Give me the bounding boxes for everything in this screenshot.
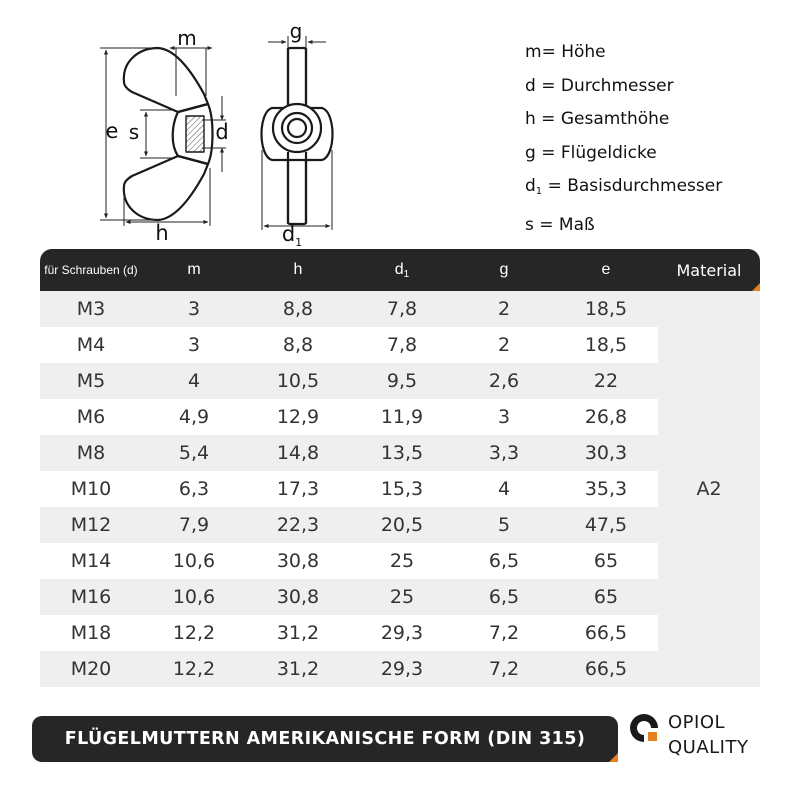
legend-text: = Flügeldicke [535, 142, 657, 163]
dimension-legend [525, 36, 722, 242]
cell-size: M16 [40, 579, 142, 615]
cell-m: 7,9 [142, 507, 246, 543]
dim-label-h: h [155, 221, 169, 245]
banner-title: FLÜGELMUTTERN AMERIKANISCHE FORM (DIN 315) [64, 729, 586, 749]
cell-d1: 29,3 [350, 651, 454, 687]
cell-m: 12,2 [142, 651, 246, 687]
cell-e: 18,5 [554, 291, 658, 327]
side-view-dimensions [100, 48, 229, 226]
header-size: für Schrauben (d) [44, 263, 138, 277]
dim-label-d1-sub: 1 [295, 236, 303, 249]
cell-size: M8 [40, 435, 142, 471]
cell-g: 6,5 [454, 543, 554, 579]
cell-size: M6 [40, 399, 142, 435]
cell-size: M18 [40, 615, 142, 651]
dim-label-s: s [128, 120, 140, 144]
cell-e: 65 [554, 579, 658, 615]
cell-g: 6,5 [454, 579, 554, 615]
cell-h: 14,8 [246, 435, 350, 471]
legend-item [525, 170, 722, 209]
cell-m: 12,2 [142, 615, 246, 651]
title-banner [32, 716, 618, 762]
cell-h: 31,2 [246, 651, 350, 687]
cell-d1: 11,9 [350, 399, 454, 435]
cell-g: 2 [454, 291, 554, 327]
table-row [40, 651, 760, 687]
dim-label-m: m [177, 26, 197, 50]
header-material: Material [658, 249, 760, 291]
cell-h: 31,2 [246, 615, 350, 651]
header-d1 [350, 249, 454, 291]
cell-size: M12 [40, 507, 142, 543]
cell-e: 65 [554, 543, 658, 579]
opiol-logo [626, 706, 776, 770]
cell-m: 4,9 [142, 399, 246, 435]
cell-m: 6,3 [142, 471, 246, 507]
table-row [40, 543, 760, 579]
legend-text: = Maß [533, 214, 595, 235]
legend-key: s [525, 214, 534, 235]
cell-m: 10,6 [142, 543, 246, 579]
table-row [40, 435, 760, 471]
banner-accent-corner [609, 753, 618, 762]
cell-e: 66,5 [554, 615, 658, 651]
legend-text: = Höhe [541, 42, 606, 62]
legend-text: = Basisdurchmesser [542, 176, 723, 196]
header-e: e [601, 261, 611, 278]
cell-h: 12,9 [246, 399, 350, 435]
table-row [40, 399, 760, 435]
table-row [40, 579, 760, 615]
table-row [40, 363, 760, 399]
legend-key: m [525, 42, 542, 62]
cell-h: 30,8 [246, 543, 350, 579]
table-row [40, 507, 760, 543]
table-header-row [40, 249, 760, 291]
table-row [40, 615, 760, 651]
header-d1-sub: 1 [403, 268, 410, 280]
cell-g: 2 [454, 327, 554, 363]
cell-e: 22 [554, 363, 658, 399]
cell-m: 10,6 [142, 579, 246, 615]
cell-h: 8,8 [246, 291, 350, 327]
table-row [40, 471, 760, 507]
cell-d1: 20,5 [350, 507, 454, 543]
cell-g: 4 [454, 471, 554, 507]
dim-label-d1-main: d [281, 222, 296, 246]
dim-label-e: e [105, 119, 119, 143]
cell-h: 22,3 [246, 507, 350, 543]
cell-g: 2,6 [454, 363, 554, 399]
cell-h: 17,3 [246, 471, 350, 507]
logo-wordmark [668, 710, 748, 760]
table-row [40, 327, 760, 363]
legend-item [525, 36, 722, 70]
cell-m: 5,4 [142, 435, 246, 471]
dimension-table-wrapper [40, 249, 760, 687]
cell-e: 30,3 [554, 435, 658, 471]
cell-e: 66,5 [554, 651, 658, 687]
table-body [40, 291, 760, 687]
cell-d1: 7,8 [350, 291, 454, 327]
cell-e: 35,3 [554, 471, 658, 507]
header-m: m [187, 261, 201, 278]
cell-m: 3 [142, 327, 246, 363]
cell-m: 4 [142, 363, 246, 399]
legend-key: d [525, 176, 536, 196]
cell-h: 30,8 [246, 579, 350, 615]
cell-g: 5 [454, 507, 554, 543]
cell-d1: 25 [350, 543, 454, 579]
cell-e: 26,8 [554, 399, 658, 435]
cell-h: 10,5 [246, 363, 350, 399]
cell-g: 3,3 [454, 435, 554, 471]
cell-g: 7,2 [454, 651, 554, 687]
cell-d1: 13,5 [350, 435, 454, 471]
legend-key: d [525, 75, 536, 96]
cell-d1: 29,3 [350, 615, 454, 651]
opiol-logo-icon [626, 710, 666, 750]
cell-material: A2 [658, 291, 760, 687]
legend-item [525, 209, 722, 243]
dim-label-d: d [215, 120, 229, 144]
cell-d1: 15,3 [350, 471, 454, 507]
cell-size: M4 [40, 327, 142, 363]
cell-g: 3 [454, 399, 554, 435]
dimension-table [40, 249, 760, 687]
header-h: h [293, 261, 303, 278]
cell-size: M14 [40, 543, 142, 579]
legend-item [525, 137, 722, 171]
legend-text: = Gesamthöhe [535, 109, 670, 129]
header-g: g [499, 261, 509, 278]
header-d1-main: d [394, 260, 404, 278]
table-row [40, 291, 760, 327]
dim-label-g: g [289, 19, 303, 43]
cell-size: M10 [40, 471, 142, 507]
cell-m: 3 [142, 291, 246, 327]
cell-size: M3 [40, 291, 142, 327]
logo-line-2: QUALITY [668, 737, 749, 758]
cell-g: 7,2 [454, 615, 554, 651]
cell-d1: 7,8 [350, 327, 454, 363]
legend-key-sub: 1 [535, 186, 543, 197]
cell-size: M20 [40, 651, 142, 687]
cell-e: 47,5 [554, 507, 658, 543]
legend-key: g [525, 142, 536, 163]
logo-line-1: OPIOL [668, 712, 726, 733]
cell-e: 18,5 [554, 327, 658, 363]
cell-d1: 25 [350, 579, 454, 615]
legend-key: h [525, 109, 536, 129]
cell-h: 8,8 [246, 327, 350, 363]
legend-text: = Durchmesser [535, 75, 674, 96]
legend-item [525, 103, 722, 137]
cell-size: M5 [40, 363, 142, 399]
cell-d1: 9,5 [350, 363, 454, 399]
legend-item [525, 70, 722, 104]
wing-nut-front-view [262, 48, 333, 224]
